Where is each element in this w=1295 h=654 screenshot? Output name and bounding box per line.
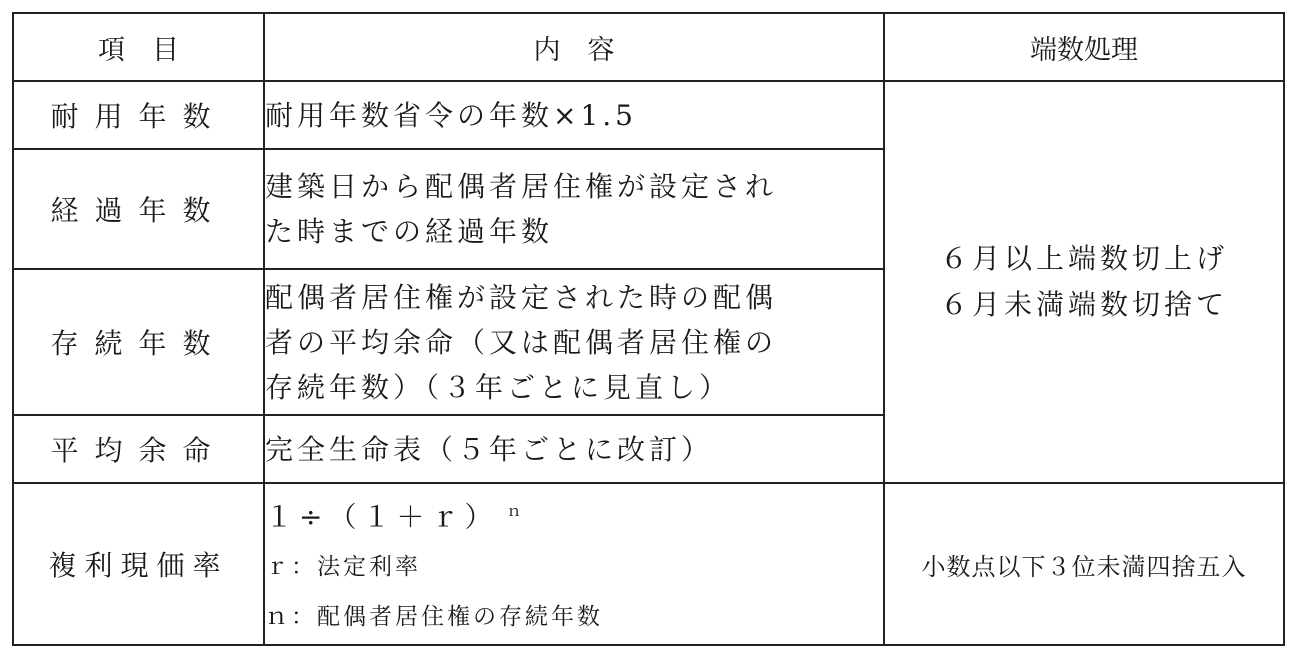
- item-label: 複利現価率: [48, 549, 229, 582]
- header-content: [264, 13, 884, 81]
- content-line: た時までの経過年数: [265, 215, 554, 248]
- item-cell: [13, 483, 264, 645]
- item-cell: [13, 269, 264, 415]
- formula-exponent: ｎ: [506, 501, 522, 520]
- formula-line: [265, 486, 883, 542]
- rounding-line: ６月以上端数切上げ: [939, 242, 1228, 275]
- rounding-line: ６月未満端数切捨て: [939, 288, 1228, 321]
- item-cell: [13, 415, 264, 483]
- item-label: 耐用年数: [50, 100, 227, 133]
- content-line: 配偶者居住権が設定された時の配偶: [265, 280, 778, 314]
- header-item: [13, 13, 264, 81]
- header-content-text: 内 容: [533, 34, 615, 66]
- definition-r: ｒ：法定利率: [265, 554, 421, 581]
- content-line: 耐用年数省令の年数×1.5: [265, 98, 637, 132]
- content-line: 完全生命表（５年ごとに改訂）: [265, 432, 714, 466]
- rounding-shared-cell: [884, 81, 1284, 483]
- content-line: 者の平均余命（又は配偶者居住権の: [265, 325, 778, 359]
- item-label: 経過年数: [50, 194, 227, 227]
- item-label: 平均余命: [50, 434, 227, 467]
- formula-cell: [264, 483, 884, 645]
- content-cell: [264, 269, 884, 415]
- header-item-text: 項 目: [98, 34, 179, 66]
- formula-text: １÷（１＋ｒ）: [265, 500, 499, 534]
- rounding-cell: [884, 483, 1284, 645]
- header-row: [13, 13, 1284, 81]
- item-cell: [13, 149, 264, 269]
- item-cell: [13, 81, 264, 149]
- table-row-useful-life: [13, 81, 1284, 149]
- content-line: 建築日から配偶者居住権が設定され: [265, 170, 778, 203]
- item-label: 存続年数: [50, 327, 227, 360]
- table-row-discount-rate: [13, 483, 1284, 645]
- content-cell: [264, 149, 884, 269]
- content-cell: [264, 415, 884, 483]
- definition-n: ｎ：配偶者居住権の存続年数: [265, 604, 603, 631]
- content-cell: [264, 81, 884, 149]
- content-line: 存続年数）（３年ごとに見直し）: [265, 370, 732, 404]
- header-rounding-text: 端数処理: [1030, 34, 1138, 66]
- rounding-text: 小数点以下３位未満四捨五入: [921, 552, 1247, 581]
- valuation-table: [12, 12, 1285, 646]
- header-rounding: [884, 13, 1284, 81]
